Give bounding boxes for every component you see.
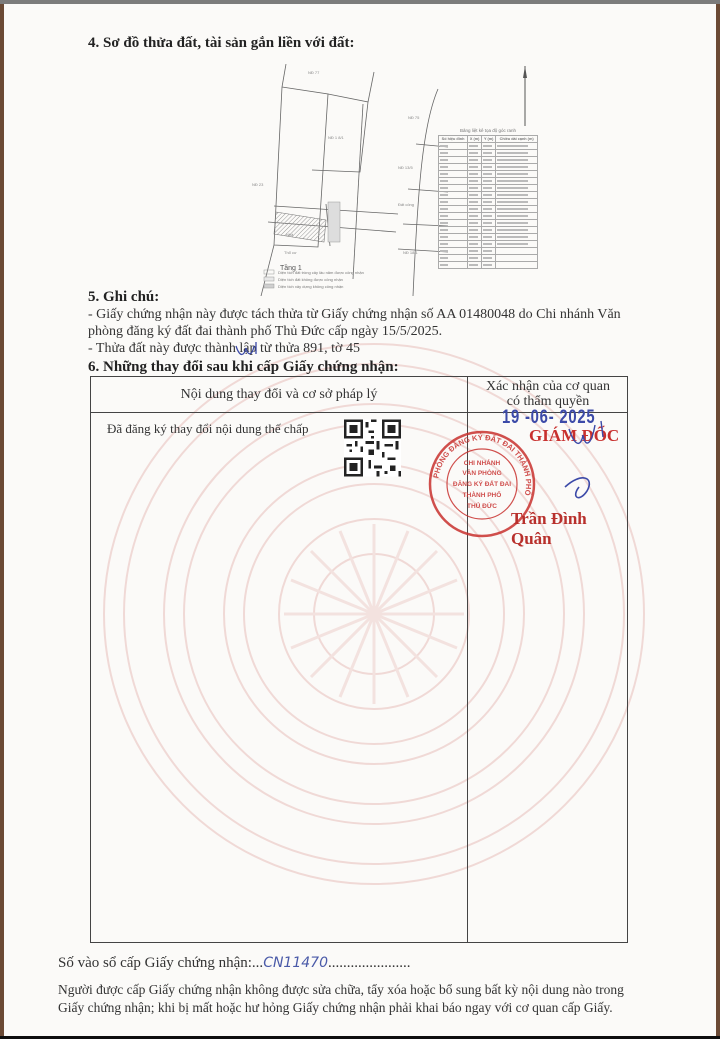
registry-dots: ...................... (327, 955, 411, 971)
coordinate-row (439, 220, 538, 227)
header-confirmation-line1: Xác nhận của cơ quan (485, 379, 610, 394)
svg-text:Đất công: Đất công (398, 202, 415, 207)
coordinate-row (439, 227, 538, 234)
registry-number-line (58, 955, 410, 972)
coord-header-y: Y (m) (482, 136, 496, 143)
legend-item-2: Diện tích đất không được công nhận (278, 277, 343, 282)
seal-inner-line-2: VĂN PHÒNG (462, 470, 502, 477)
seal-inner-line-5: THỦ ĐỨC (467, 503, 497, 510)
coordinate-row (439, 157, 538, 164)
coordinate-row (439, 206, 538, 213)
legend-item-1: Diện tích đất trồng cây lâu năm được công nhận (278, 270, 364, 275)
coordinate-table (438, 128, 538, 269)
svg-text:NĐ 13/5: NĐ 13/5 (398, 165, 413, 170)
coordinate-row (439, 164, 538, 171)
registry-value: CN11470 (263, 955, 328, 971)
seal-inner-line-3: ĐĂNG KÝ ĐẤT ĐAI (452, 481, 512, 488)
section-6-title: 6. Những thay đổi sau khi cấp Giấy chứng nhận: (88, 359, 399, 375)
coordinate-table-title: Bảng liệt kê tọa độ góc ranh (459, 128, 517, 133)
seal-inner-line-4: THÀNH PHỐ (462, 492, 502, 499)
header-content: Nội dung thay đổi và cơ sở pháp lý (180, 386, 378, 402)
svg-text:Nhà: Nhà (286, 232, 294, 237)
qr-code-icon[interactable] (344, 417, 401, 479)
section-5-title: 5. Ghi chú: (88, 289, 160, 305)
legend-item-3: Diện tích xây dựng không công nhận (278, 284, 344, 289)
coordinate-row (439, 241, 538, 248)
seal-inner-line-1: CHI NHÁNH (463, 460, 501, 467)
coordinate-row (439, 213, 538, 220)
confirmation-date: 19 -06- 2025 (502, 407, 596, 428)
land-parcel-map (248, 64, 448, 296)
coordinate-row (439, 143, 538, 150)
note-line-1: - Giấy chứng nhận này được tách thửa từ Giấy chứng nhận số AA 01480048 do Chi nhánh Văn (88, 307, 621, 322)
coordinate-row (439, 262, 538, 269)
coordinate-row (439, 255, 538, 262)
svg-text:NĐ 23: NĐ 23 (252, 182, 264, 187)
note-line-3: - Thửa đất này được thành lập từ thửa 891, tờ 45 (88, 341, 360, 356)
note-line-2: phòng đăng ký đất đai thành phố Thủ Đức cấp ngày 15/5/2025. (88, 324, 443, 339)
north-arrow-icon (522, 66, 528, 126)
certificate-page (4, 4, 716, 1036)
initial-signature-icon (234, 340, 260, 358)
coordinate-row (439, 171, 538, 178)
coordinate-row (439, 199, 538, 206)
coordinate-row (439, 150, 538, 157)
section-4-title: 4. Sơ đồ thửa đất, tài sản gắn liền với đất: (88, 35, 355, 51)
coordinate-table-body (439, 143, 538, 269)
registry-label: Số vào sổ cấp Giấy chứng nhận:... (58, 955, 264, 971)
changes-table (90, 376, 628, 943)
svg-text:Thổ cư: Thổ cư (284, 250, 297, 255)
change-content: Đã đăng ký thay đổi nội dung thế chấp (107, 421, 309, 436)
warning-line-2: Giấy chứng nhận; khi bị mất hoặc hư hỏng Giấy chứng nhận phải khai báo ngay với cơ quan cấp Giấy. (58, 1000, 613, 1015)
header-confirmation-line2: có thẩm quyền (506, 394, 590, 409)
coord-header-length: Chiều dài cạnh (m) (496, 136, 538, 143)
svg-text:NĐ 1 8/1: NĐ 1 8/1 (328, 135, 344, 140)
seal-outer-text: PHÒNG ĐĂNG KÝ ĐẤT ĐAI THÀNH PHỐ (431, 432, 534, 497)
warning-line-1: Người được cấp Giấy chứng nhận không được sửa chữa, tẩy xóa hoặc bổ sung bất kỳ nội dung nào trong (58, 982, 624, 997)
coord-header-vertex: Số hiệu đỉnh (439, 136, 468, 143)
signer-title: GIÁM ĐỐC (529, 426, 620, 445)
svg-text:NĐ 18/1: NĐ 18/1 (403, 250, 418, 255)
svg-text:NĐ 75: NĐ 75 (408, 115, 420, 120)
coordinate-row (439, 178, 538, 185)
coordinate-row (439, 185, 538, 192)
coord-header-x: X (m) (468, 136, 482, 143)
svg-text:NĐ 77: NĐ 77 (308, 70, 320, 75)
coordinate-row (439, 192, 538, 199)
floor-label: Tầng 1 (280, 265, 302, 272)
signer-name: Trần Đình Quân (511, 509, 587, 548)
coordinate-row (439, 248, 538, 255)
coordinate-row (439, 234, 538, 241)
